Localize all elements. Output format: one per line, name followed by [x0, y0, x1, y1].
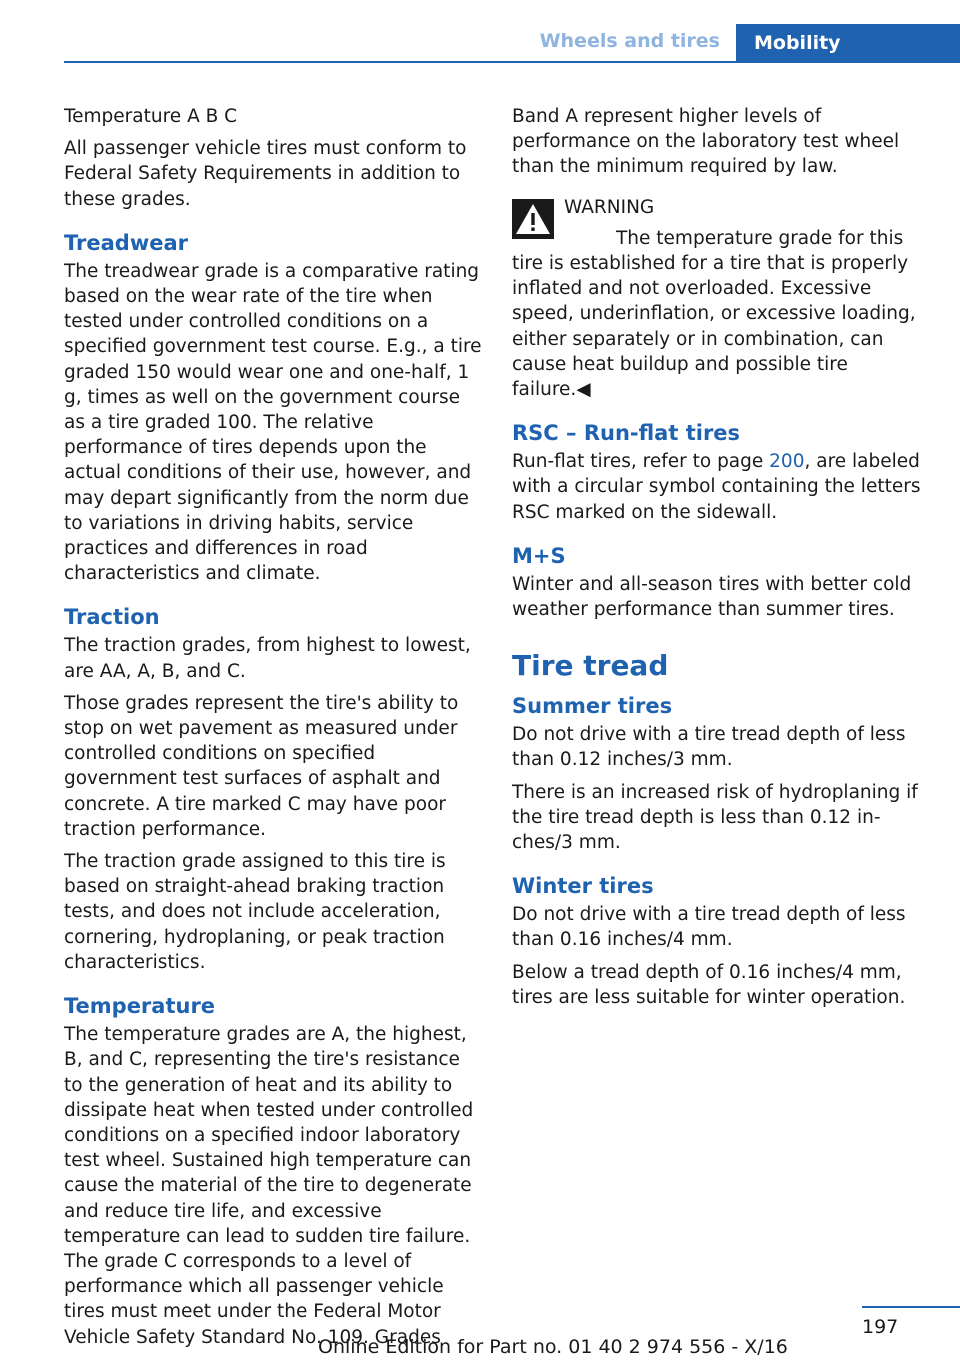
rsc-paragraph	[512, 449, 930, 525]
page-header	[0, 0, 960, 62]
warning-text-body: The temperature grade for this tire is established for a tire that is properly inflated and not overloaded. Excessive speed, underinflation, or excessive loading, either separately or in combination, can cause heat buildup and possible tire failure.◀	[512, 227, 916, 401]
page-200-link[interactable]: 200	[769, 451, 805, 473]
rsc-text-pre: Run-flat tires, refer to page	[512, 451, 770, 473]
winter-paragraph-2: Below a tread depth of 0.16 inches/4 mm, tires are less suitable for winter operation.	[512, 961, 906, 1008]
temperature-continued: Band A represent higher levels of performance on the laboratory test wheel than the minimum required by law.	[512, 106, 900, 178]
ms-paragraph: Winter and all-season tires with better cold weather performance than summer tires.	[512, 573, 912, 621]
summer-paragraph-1: Do not drive with a tire tread depth of less than 0.12 inches/3 mm.	[512, 724, 906, 771]
intro-paragraph: All passenger vehicle tires must conform to Federal Safety Requirements in addition to these grades.	[64, 138, 467, 210]
warning-triangle-icon	[512, 199, 554, 239]
traction-paragraph-3: The traction grade assigned to this tire is based on straight-ahead braking traction tests, and does not include acceleration, cornering, hydroplaning, or peak traction characteristics.	[64, 851, 446, 973]
rsc-text-post: , are labeled with a circular symbol containing the letters RSC marked on the sidewall.	[512, 451, 921, 523]
edition-note: Online Edition for Part no. 01 40 2 974 556 - X/16	[318, 1336, 788, 1358]
summer-tires-heading: Summer tires	[512, 694, 673, 719]
rsc-heading: RSC – Run-flat tires	[512, 421, 741, 446]
traction-heading: Traction	[64, 605, 160, 630]
summer-paragraph-2: There is an increased risk of hydroplaning if the tire tread depth is less than 0.12 inches/3 mm.	[512, 781, 918, 854]
temperature-heading: Temperature	[64, 994, 216, 1019]
footer-rule	[862, 1306, 960, 1308]
ms-heading: M+S	[512, 543, 566, 568]
header-rule	[64, 61, 960, 63]
treadwear-heading: Treadwear	[64, 230, 188, 255]
temperature-paragraph: The temperature grades are A, the highest, B, and C, representing the tire's resistance to the generation of heat and its ability to dissipate heat when tested under controlled conditions on a specified indoor laboratory test wheel. Sustained high temperature can cause the material of the tire to degenerate and reduce tire life, and excessive temperature can lead to sudden tire failure. The grade C corresponds to a level of performance which all passenger vehicle tires must meet under the Federal Motor Vehicle Safety Standard No. 109. Grades	[64, 1024, 474, 1348]
traction-paragraph-1: The traction grades, from highest to lowest, are AA, A, B, and C.	[64, 635, 471, 682]
warning-title: WARNING	[564, 196, 655, 218]
warning-box	[512, 195, 930, 403]
warning-text	[512, 226, 930, 402]
traction-paragraph-2: Those grades represent the tire's ability to stop on wet pavement as measured under controlled conditions on specified government test surfaces of asphalt and concrete. A tire marked C may have poor traction performance.	[64, 692, 459, 840]
tire-tread-heading: Tire tread	[512, 649, 669, 683]
winter-tires-heading: Winter tires	[512, 874, 654, 899]
left-column	[64, 104, 482, 1357]
intro-line: Temperature A B C	[64, 106, 238, 127]
treadwear-paragraph: The treadwear grade is a comparative rating based on the wear rate of the tire when tested under controlled conditions on a specified government test course. E.g., a tire graded 150 would wear one and one-half, 1 g, times as well on the government course as a tire graded 100. The relative performance of tires depends upon the actual conditions of their use, however, and may depart significantly from the norm due to variations in driving habits, service practices and differences in road characteristics and climate.	[64, 260, 482, 585]
right-column	[512, 104, 930, 1017]
winter-paragraph-1: Do not drive with a tire tread depth of less than 0.16 inches/4 mm.	[512, 904, 906, 951]
header-section[interactable]: Mobility	[736, 24, 960, 62]
page-number: 197	[862, 1316, 899, 1338]
header-chapter[interactable]: Wheels and tires	[539, 30, 720, 52]
